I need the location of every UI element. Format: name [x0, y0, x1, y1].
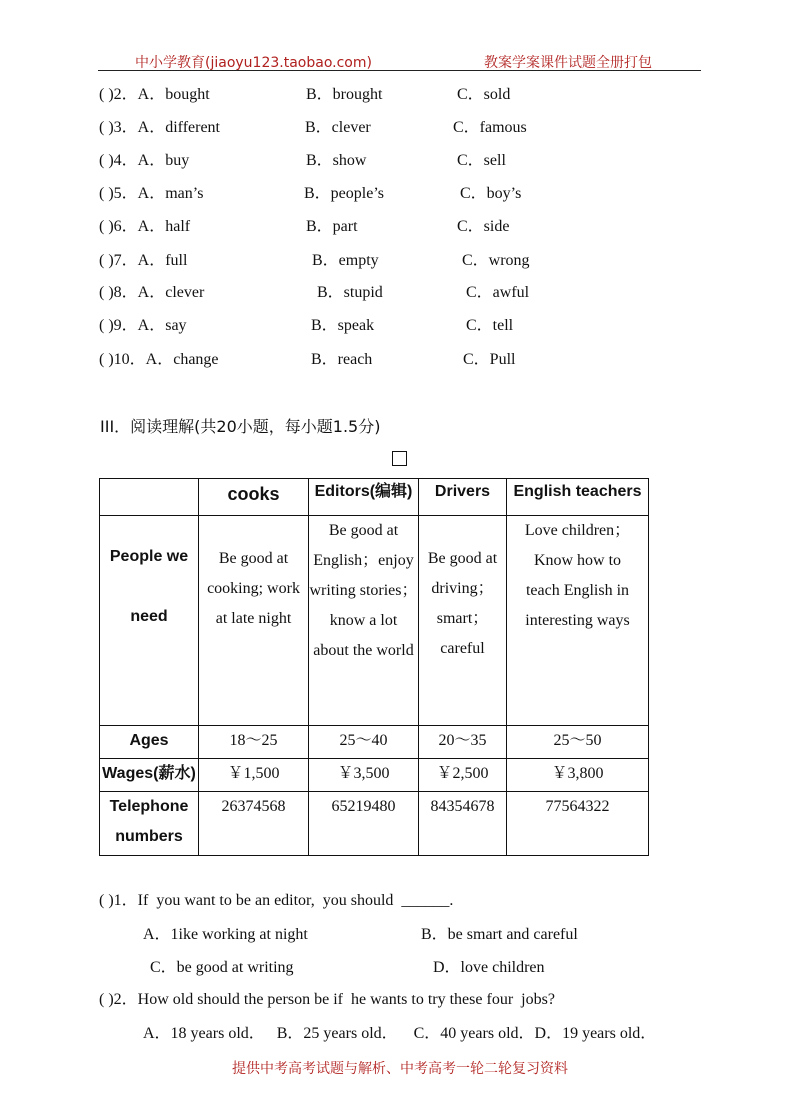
- option-a: ( )9．A．say: [99, 317, 187, 334]
- table-cell: ￥2,500: [419, 759, 507, 792]
- option-a: ( )3．A．different: [99, 119, 221, 136]
- table-cell: 65219480: [309, 792, 419, 856]
- table-cell: 77564322: [507, 792, 649, 856]
- row-label-wages: Wages(薪水): [100, 759, 199, 792]
- table-cell: Be good at English；enjoy writing stories； know a lot about the world: [309, 516, 419, 726]
- option-row-5: [99, 183, 719, 205]
- table-header-row: [100, 479, 649, 516]
- option-a: ( )8．A．clever: [99, 284, 205, 301]
- option-a: ( )7．A．full: [99, 252, 188, 269]
- placeholder-box-icon: [392, 451, 407, 466]
- option-a: ( )6．A．half: [99, 218, 191, 235]
- question-2-options: A．18 years old． B．25 years old． C．40 years old．D．19 years old．: [143, 1025, 657, 1042]
- option-b: B．reach: [311, 351, 373, 368]
- table-row-ages: [100, 726, 649, 759]
- table-cell: ￥3,800: [507, 759, 649, 792]
- option-c: C．famous: [453, 119, 527, 136]
- option-c: C．sold: [457, 86, 511, 103]
- option-b: B．people’s: [304, 185, 384, 202]
- question-1-option-d: D．love children: [433, 959, 545, 976]
- option-row-4: [99, 150, 719, 172]
- row-label-ages: Ages: [100, 726, 199, 759]
- option-c: C．Pull: [463, 351, 516, 368]
- option-row-6: [99, 216, 719, 238]
- option-b: B．brought: [306, 86, 383, 103]
- table-cell: 26374568: [199, 792, 309, 856]
- option-c: C．sell: [457, 152, 506, 169]
- header-left-text: 中小学教育(jiaoyu123.taobao.com): [135, 55, 372, 71]
- option-c: C．boy’s: [460, 185, 522, 202]
- option-a: ( )10．A．change: [99, 351, 219, 368]
- table-cell: Be good at cooking; work at late night: [199, 516, 309, 726]
- question-1-option-c: C．be good at writing: [150, 959, 294, 976]
- option-c: C．awful: [466, 284, 530, 301]
- section-title: III．阅读理解(共20小题，每小题1.5分): [100, 417, 381, 436]
- header-divider: [98, 70, 701, 71]
- header-cell-editors: Editors(编辑): [309, 479, 419, 516]
- header-cell-empty: [100, 479, 199, 516]
- table-cell: 20～35: [419, 726, 507, 759]
- option-a: ( )4．A．buy: [99, 152, 190, 169]
- table-row-telephone: [100, 792, 649, 856]
- option-c: C．tell: [466, 317, 514, 334]
- job-ads-table: [99, 478, 649, 856]
- question-1: ( )1．If you want to be an editor, you should ______.: [99, 892, 454, 909]
- option-row-10: [99, 349, 719, 371]
- table-row-wages: [100, 759, 649, 792]
- option-c: C．wrong: [462, 252, 530, 269]
- option-b: B．stupid: [317, 284, 383, 301]
- table-cell: Love children； Know how to teach English in interesting ways: [507, 516, 649, 726]
- question-1-option-b: B．be smart and careful: [421, 926, 578, 943]
- header-cell-cooks: cooks: [199, 479, 309, 516]
- option-row-9: [99, 315, 719, 337]
- table-cell: ￥3,500: [309, 759, 419, 792]
- row-label-people: People we need: [100, 516, 199, 726]
- question-2: ( )2．How old should the person be if he wants to try these four jobs?: [99, 991, 555, 1008]
- table-cell: 84354678: [419, 792, 507, 856]
- option-row-3: [99, 117, 719, 139]
- table-cell: Be good at driving； smart； careful: [419, 516, 507, 726]
- option-row-2: [99, 84, 719, 106]
- table-cell: ￥1,500: [199, 759, 309, 792]
- table-cell: 18～25: [199, 726, 309, 759]
- option-b: B．part: [306, 218, 358, 235]
- option-b: B．show: [306, 152, 367, 169]
- table-cell: 25～40: [309, 726, 419, 759]
- option-a: ( )5．A．man’s: [99, 185, 204, 202]
- option-row-7: [99, 250, 719, 272]
- row-label-telephone: Telephone numbers: [100, 792, 199, 856]
- header-right-text: 教案学案课件试题全册打包: [484, 55, 652, 71]
- option-c: C．side: [457, 218, 510, 235]
- option-row-8: [99, 282, 719, 304]
- option-a: ( )2．A．bought: [99, 86, 210, 103]
- question-1-option-a: A．1ike working at night: [143, 926, 308, 943]
- table-cell: 25～50: [507, 726, 649, 759]
- header-cell-drivers: Drivers: [419, 479, 507, 516]
- option-b: B．speak: [311, 317, 375, 334]
- option-b: B．clever: [305, 119, 371, 136]
- header-cell-english-teachers: English teachers: [507, 479, 649, 516]
- footer-text: 提供中考高考试题与解析、中考高考一轮二轮复习资料: [232, 1061, 568, 1077]
- option-b: B．empty: [312, 252, 379, 269]
- table-row-people: [100, 516, 649, 726]
